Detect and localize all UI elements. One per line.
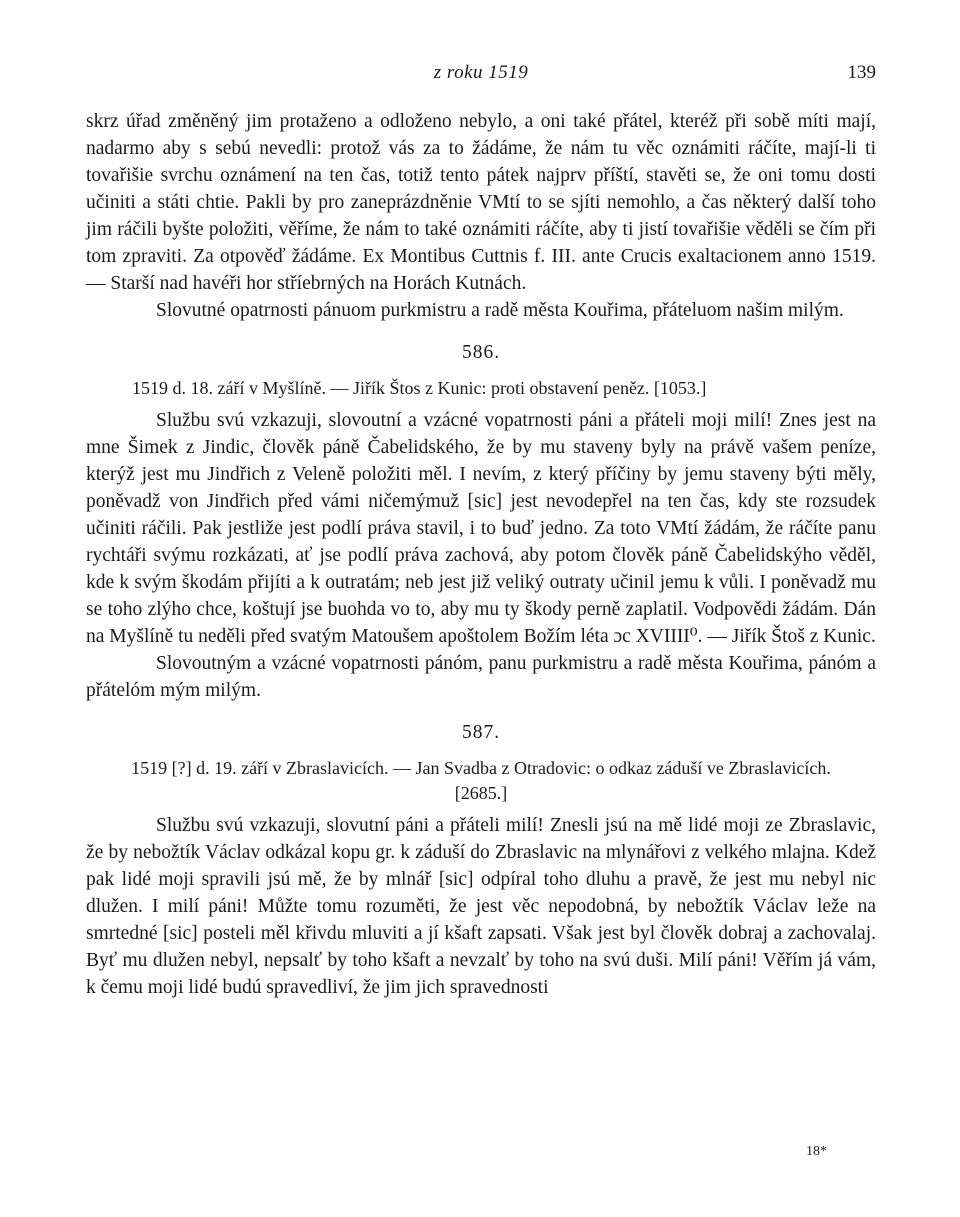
page-number: 139 <box>847 62 876 83</box>
continuation-address: Slovutné opatrnosti pánuom purkmistru a radě města Kouřima, přáteluom našim milým. <box>156 300 844 321</box>
signature-mark: 18* <box>806 1144 827 1159</box>
document-number-586: 586. <box>461 342 501 363</box>
regest-587: 1519 [?] d. 19. září v Zbraslavicích. — Jan Svadba z Otradovic: o odkaz záduší ve Zbraslavicích. [2685.] <box>131 758 831 803</box>
letter-587-text: Službu svú vzkazuji, slovutní páni a přáteli milí! Znesli jsú na mě lidé moji ze Zbraslavic, že by nebožtík Václav odkázal kopu gr. k záduší do Zbraslavic na mlynářovi z velkého mlajna. Kdež pak lidé moji spravili jsú mě, že by mlnář [sic] odpíral toho dluhu a pravě, že jest mu nebyl nic dlužen. I milí páni! Můžte tomu rozuměti, že jest věc nepodobná, by nebožtík Václav leže na smrtedné [sic] posteli měl křivdu mluviti a jí kšaft zapsati. Však jest byl člověk dobraj a zachovalaj. Byť mu dlužen nebyl, nepsalť by toho kšaft a nevzalť by toho na svú duši. Milí páni! Věřím já vám, k čemu moji lidé budú spravedliví, že jim jich spravednosti <box>86 815 876 998</box>
regest-586: 1519 d. 18. září v Myšlíně. — Jiřík Štos z Kunic: proti obstavení peněz. [1053.] <box>132 378 707 398</box>
running-title: z roku 1519 <box>433 62 529 83</box>
document-number-587: 587. <box>461 722 501 743</box>
continuation-paragraph: skrz úřad změněný jim protaženo a odloženo nebylo, a oni také přátel, kteréž při sobě míti mají, nadarmo aby s sebú nevedli: protož vás za to žádáme, že nám tu věc oznámiti ráčíte, mají-li ti tovařišie svrchu oznámení na ten čas, totiž tento pátek najprv příští, stavěti se, že oni tomu dosti učiniti a státi chtie. Pakli by pro zaneprázdněnie VMtí to se sjíti nemohlo, a čas některý další toho jim ráčili byšte položiti, věříme, že nám to také oznámiti ráčíte, aby ti jistí tovařišie věděli se čím při tom zpraviti. Za otpověď žádáme. Ex Montibus Cuttnis f. III. ante Crucis exaltacionem anno 1519. — Starší nad havéři hor stříebrných na Horách Kutnách. <box>86 111 876 294</box>
letter-586-text: Službu svú vzkazuji, slovoutní a vzácné vopatrnosti páni a přáteli moji milí! Znes jest na mne Šimek z Jindic, člověk páně Čabelidského, že by mu staveny byly na právě vašem peníze, kterýž jest mu Jindřich z Veleně položiti měl. I nevím, z který příčiny by jemu staveny býti měly, poněvadž von Jindřich před vámi ničemýmuž [sic] jest nevodepřel na ten čas, kdy ste rozsudek učiniti ráčili. Pak jestliže jest podlí práva stavil, i to buď jedno. Za toto VMtí žádám, že ráčíte panu rychtáři svýmu rozkázati, ať jse podlí práva zachová, aby potom člověk páně Čabelidskýho věděl, kde k svým škodám přijíti a k outratám; neb jest již veliký outraty učinil jemu k vůli. I poněvadž mu se toho zlýho chce, koštují jse buohda vo to, aby mu ty škody perně zaplatil. Vodpovědi žádám. Dán na Myšlíně tu neděli před svatým Matoušem apoštolem Božím léta ɔc XVIIII⁰. — Jiřík Štoš z Kunic. <box>86 410 876 647</box>
page-body <box>86 108 876 1001</box>
page-header <box>86 62 876 88</box>
letter-586-address: Slovoutným a vzácné vopatrnosti pánóm, panu purkmistru a radě města Kouřima, pánóm a přátelóm mým milým. <box>86 653 876 701</box>
